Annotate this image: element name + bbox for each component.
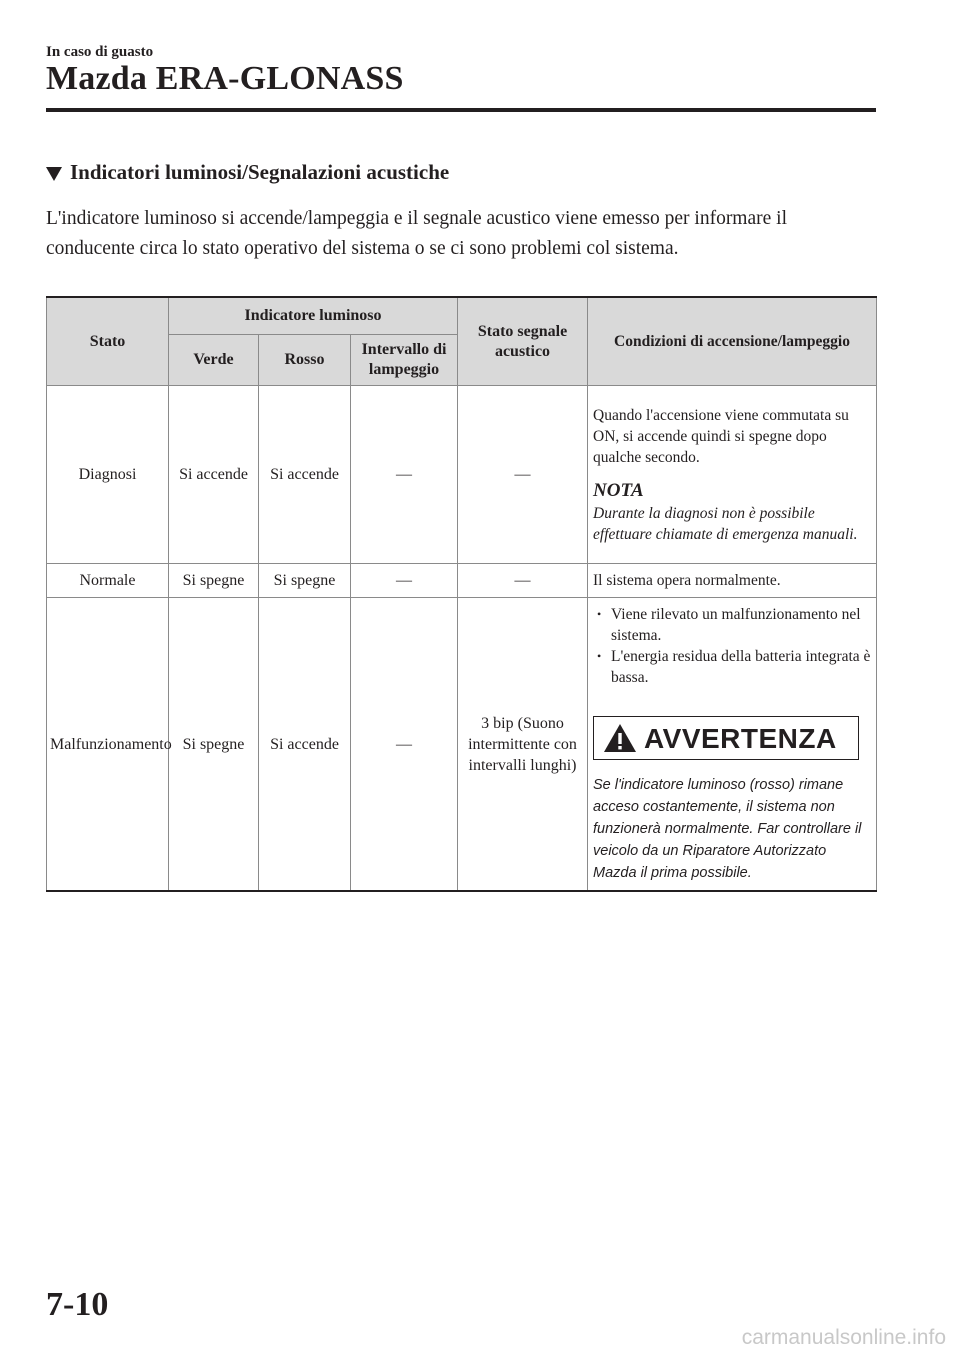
cell-stato: Normale <box>47 564 169 598</box>
triangle-down-icon <box>46 167 62 181</box>
cell-stato: Malfunzionamento <box>47 598 169 892</box>
col-header-stato: Stato <box>47 297 169 386</box>
cell-intervallo: — <box>351 386 458 564</box>
cell-segnale: — <box>458 386 588 564</box>
cell-intervallo: — <box>351 598 458 892</box>
cell-rosso: Si spegne <box>259 564 351 598</box>
cell-segnale: 3 bip (Suono intermittente con intervalli lunghi) <box>458 598 588 892</box>
cell-condizioni <box>588 598 877 892</box>
cell-rosso: Si accende <box>259 386 351 564</box>
warning-title: AVVERTENZA <box>644 722 837 754</box>
condition-text: Quando l'accensione viene commutata su ON, si accende quindi si spegne dopo qualche secondo. <box>593 406 849 466</box>
chapter-title: Mazda ERA-GLONASS <box>46 60 404 97</box>
col-header-condizioni: Condizioni di accensione/lampeggio <box>588 297 877 386</box>
col-header-segnale: Stato segnale acustico <box>458 297 588 386</box>
condition-list <box>593 604 871 688</box>
page-number: 7-10 <box>46 1286 109 1323</box>
col-header-rosso: Rosso <box>259 335 351 386</box>
note-text: Durante la diagnosi non è possibile effettuare chiamate di emergenza manuali. <box>593 504 858 543</box>
warning-box <box>593 716 859 760</box>
cell-verde: Si spegne <box>169 564 259 598</box>
table-row <box>47 386 877 564</box>
title-rule <box>46 108 876 112</box>
warning-text: Se l'indicatore luminoso (rosso) rimane acceso costantemente, il sistema non funzionerà normalmente. Far controllare il veicolo da un Riparatore Autorizzato Mazda il prima possibile. <box>593 777 862 881</box>
section-kicker: In caso di guasto <box>46 44 154 60</box>
cell-rosso: Si accende <box>259 598 351 892</box>
intro-paragraph: L'indicatore luminoso si accende/lampeggia e il segnale acustico viene emesso per informare il conducente circa lo stato operativo del sistema o se ci sono problemi col sistema. <box>46 208 787 259</box>
cell-condizioni: Il sistema opera normalmente. <box>588 564 877 598</box>
note-label: NOTA <box>593 479 644 501</box>
table-row <box>47 598 877 892</box>
col-header-intervallo: Intervallo di lampeggio <box>351 335 458 386</box>
cell-verde: Si spegne <box>169 598 259 892</box>
warning-triangle-icon <box>602 722 638 754</box>
col-header-verde: Verde <box>169 335 259 386</box>
list-item: • L'energia residua della batteria integrata è bassa. <box>593 646 871 688</box>
list-item: • Viene rilevato un malfunzionamento nel sistema. <box>593 604 871 646</box>
section-heading-text: Indicatori luminosi/Segnalazioni acustiche <box>70 160 450 184</box>
col-header-indicatore: Indicatore luminoso <box>169 297 458 335</box>
cell-condizioni <box>588 386 877 564</box>
section-heading <box>46 160 449 185</box>
cell-stato: Diagnosi <box>47 386 169 564</box>
cell-intervallo: — <box>351 564 458 598</box>
watermark: carmanualsonline.info <box>741 1326 946 1349</box>
status-table <box>46 296 877 892</box>
cell-verde: Si accende <box>169 386 259 564</box>
table-row <box>47 564 877 598</box>
cell-segnale: — <box>458 564 588 598</box>
